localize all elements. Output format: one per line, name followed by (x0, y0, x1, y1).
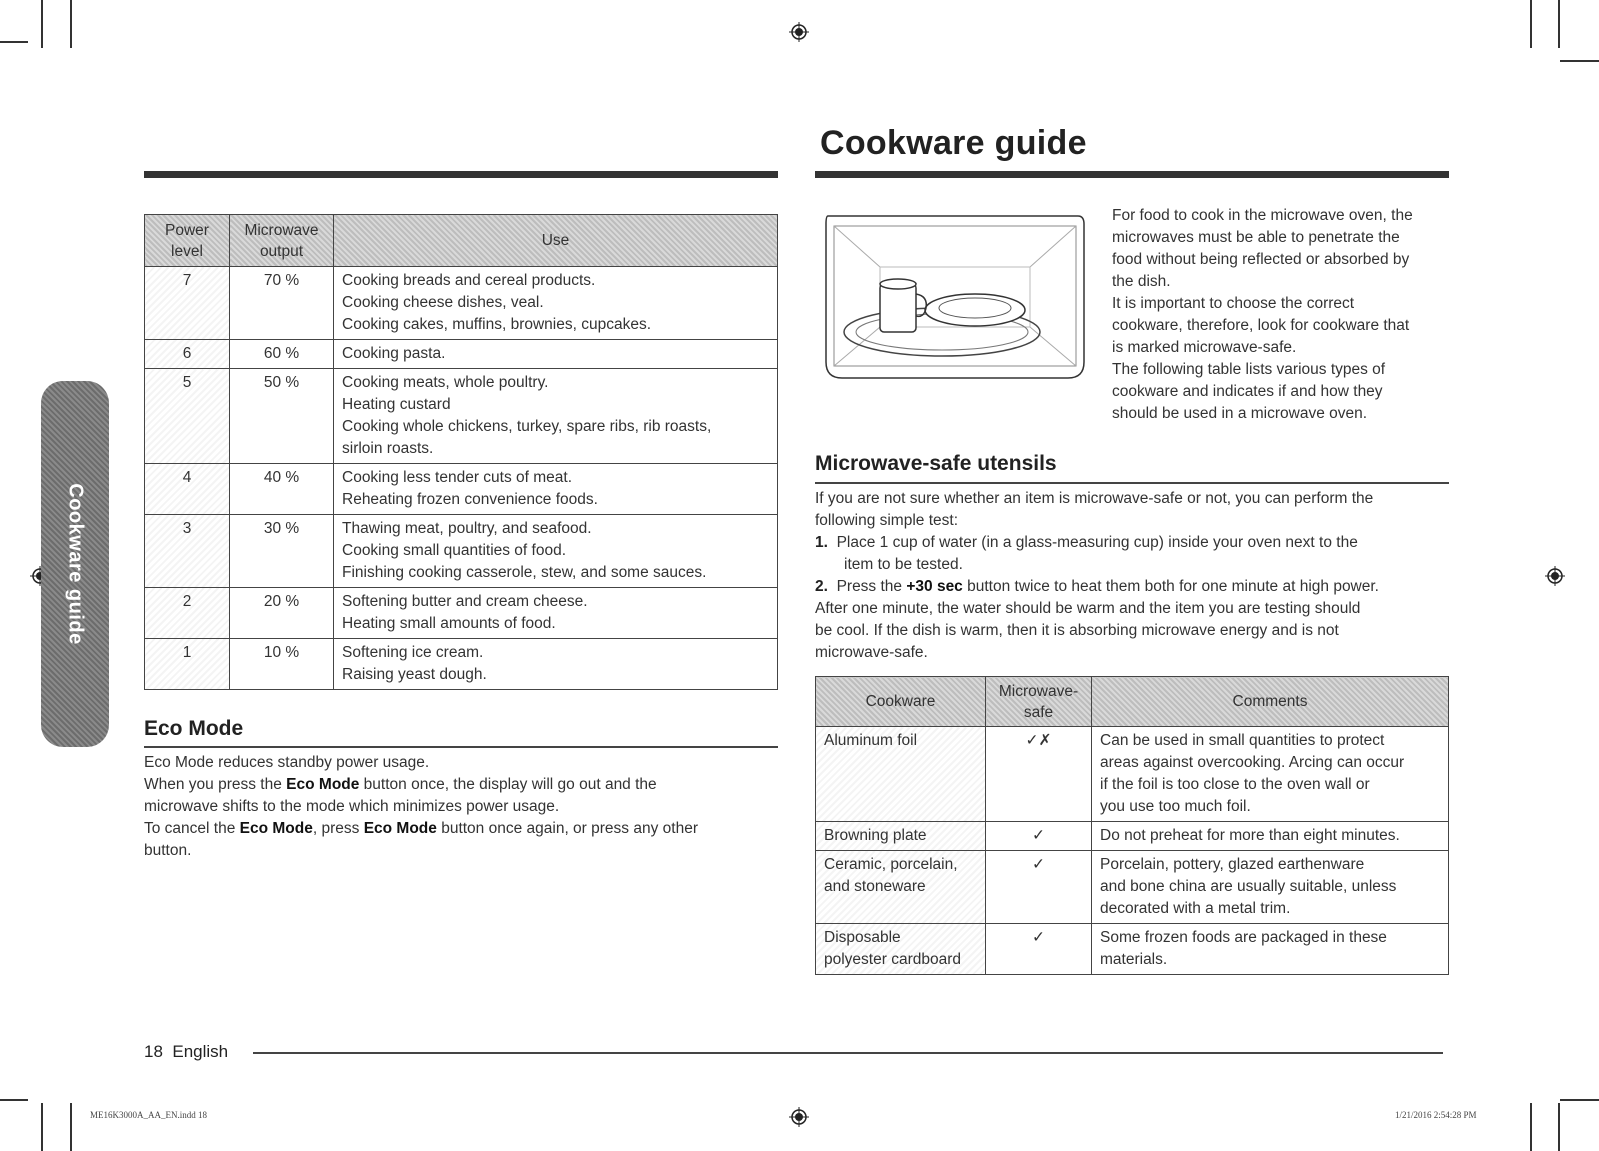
footer-rule (253, 1052, 1443, 1054)
table-row (816, 727, 1449, 822)
crop-mark (41, 1103, 43, 1151)
crop-mark (41, 0, 43, 48)
microwave-safe-cell: ✓ (986, 924, 1092, 975)
registration-target-icon (789, 22, 809, 42)
crop-mark (1558, 1103, 1560, 1151)
power-level-cell: 5 (145, 369, 230, 464)
eco-mode-text: Eco Mode reduces standby power usage. When you press the Eco Mode button once, the display will go out and the microwave shifts to the mode which minimizes power usage. To cancel the Eco Mode, press Eco Mode button once again, or press any other button. (144, 754, 698, 859)
output-cell: 30 % (230, 515, 334, 588)
footer-page-label (144, 1042, 228, 1062)
utensils-heading: Microwave-safe utensils (815, 452, 1057, 475)
power-level-table (144, 214, 778, 690)
crop-mark (70, 0, 72, 48)
table-row (145, 340, 778, 369)
power-level-cell: 6 (145, 340, 230, 369)
header-comments: Comments (1092, 677, 1449, 727)
table-row (145, 515, 778, 588)
use-cell: Softening ice cream. Raising yeast dough. (334, 639, 778, 690)
registration-target-icon (1545, 566, 1565, 586)
table-row (145, 369, 778, 464)
page-number: 18 (144, 1042, 163, 1061)
use-cell: Softening butter and cream cheese. Heating small amounts of food. (334, 588, 778, 639)
table-row (816, 822, 1449, 851)
use-cell: Cooking less tender cuts of meat. Reheating frozen convenience foods. (334, 464, 778, 515)
eco-mode-heading: Eco Mode (144, 717, 244, 740)
comments-cell: Do not preheat for more than eight minutes. (1092, 822, 1449, 851)
header-microwave-safe: Microwave- safe (986, 677, 1092, 727)
header-power-level: Power level (145, 215, 230, 267)
power-level-cell: 7 (145, 267, 230, 340)
footer-language: English (172, 1042, 229, 1061)
table-row (145, 267, 778, 340)
cookware-cell: Browning plate (816, 822, 986, 851)
table-row (145, 464, 778, 515)
output-cell: 10 % (230, 639, 334, 690)
microwave-safe-cell: ✓✗ (986, 727, 1092, 822)
eco-mode-rule (144, 746, 778, 748)
cookware-cell: Aluminum foil (816, 727, 986, 822)
crop-mark (1558, 0, 1560, 48)
power-level-cell: 1 (145, 639, 230, 690)
crop-mark (70, 1103, 72, 1151)
use-cell: Cooking pasta. (334, 340, 778, 369)
power-level-cell: 4 (145, 464, 230, 515)
table-row (145, 639, 778, 690)
output-cell: 20 % (230, 588, 334, 639)
microwave-safe-cell: ✓ (986, 822, 1092, 851)
page-title: Cookware guide (820, 124, 1087, 162)
crop-mark (1530, 1103, 1532, 1151)
cookware-cell: Disposable polyester cardboard (816, 924, 986, 975)
comments-cell: Can be used in small quantities to protect areas against overcooking. Arcing can occur if the foil is too close to the oven wall or you use too much foil. (1092, 727, 1449, 822)
title-rule-right (815, 171, 1449, 178)
crop-mark (1560, 60, 1599, 62)
table-header-row (145, 215, 778, 267)
output-cell: 60 % (230, 340, 334, 369)
comments-cell: Porcelain, pottery, glazed earthenware and bone china are usually suitable, unless decorated with a metal trim. (1092, 851, 1449, 924)
slug-filename: ME16K3000A_AA_EN.indd 18 (90, 1110, 207, 1120)
table-row (145, 588, 778, 639)
cookware-intro-text: For food to cook in the microwave oven, the microwaves must be able to penetrate the food without being reflected or absorbed by the dish. It is important to choose the correct cookware, therefore, look for cookware that is marked microwave-safe. The following table lists various types of cookware and indicates if and how they should be used in a microwave oven. (1112, 207, 1413, 422)
utensils-text: If you are not sure whether an item is microwave-safe or not, you can perform the following simple test: 1. Place 1 cup of water (in a glass-measuring cup) inside your oven next to the item to be tested. 2. Press the +30 sec button twice to heat them both for one minute at high power. After one minute, the water should be warm and the item you are testing should be cool. If the dish is warm, then it is absorbing microwave energy and is not microwave-safe. (815, 490, 1379, 661)
power-level-cell: 3 (145, 515, 230, 588)
side-tab (41, 381, 109, 747)
microwave-safe-cell: ✓ (986, 851, 1092, 924)
header-cookware: Cookware (816, 677, 986, 727)
utensils-rule (815, 482, 1449, 484)
table-row (816, 924, 1449, 975)
output-cell: 70 % (230, 267, 334, 340)
use-cell: Cooking meats, whole poultry. Heating custard Cooking whole chickens, turkey, spare ribs, rib roasts, sirloin roasts. (334, 369, 778, 464)
slug-timestamp: 1/21/2016 2:54:28 PM (1395, 1110, 1477, 1120)
comments-cell: Some frozen foods are packaged in these materials. (1092, 924, 1449, 975)
header-use: Use (334, 215, 778, 267)
table-header-row (816, 677, 1449, 727)
power-level-cell: 2 (145, 588, 230, 639)
crop-mark (1530, 0, 1532, 48)
output-cell: 40 % (230, 464, 334, 515)
microwave-interior-icon (820, 212, 1090, 382)
use-cell: Thawing meat, poultry, and seafood. Cooking small quantities of food. Finishing cooking casserole, stew, and some sauces. (334, 515, 778, 588)
table-row (816, 851, 1449, 924)
header-microwave-output: Microwave output (230, 215, 334, 267)
cookware-table (815, 676, 1449, 975)
registration-target-icon (789, 1107, 809, 1127)
use-cell: Cooking breads and cereal products. Cooking cheese dishes, veal. Cooking cakes, muffins, brownies, cupcakes. (334, 267, 778, 340)
crop-mark (0, 1099, 28, 1101)
output-cell: 50 % (230, 369, 334, 464)
crop-mark (0, 41, 28, 43)
crop-mark (1560, 1099, 1599, 1101)
side-tab-label: Cookware guide (64, 483, 87, 645)
title-rule-left (144, 171, 778, 178)
cookware-cell: Ceramic, porcelain, and stoneware (816, 851, 986, 924)
